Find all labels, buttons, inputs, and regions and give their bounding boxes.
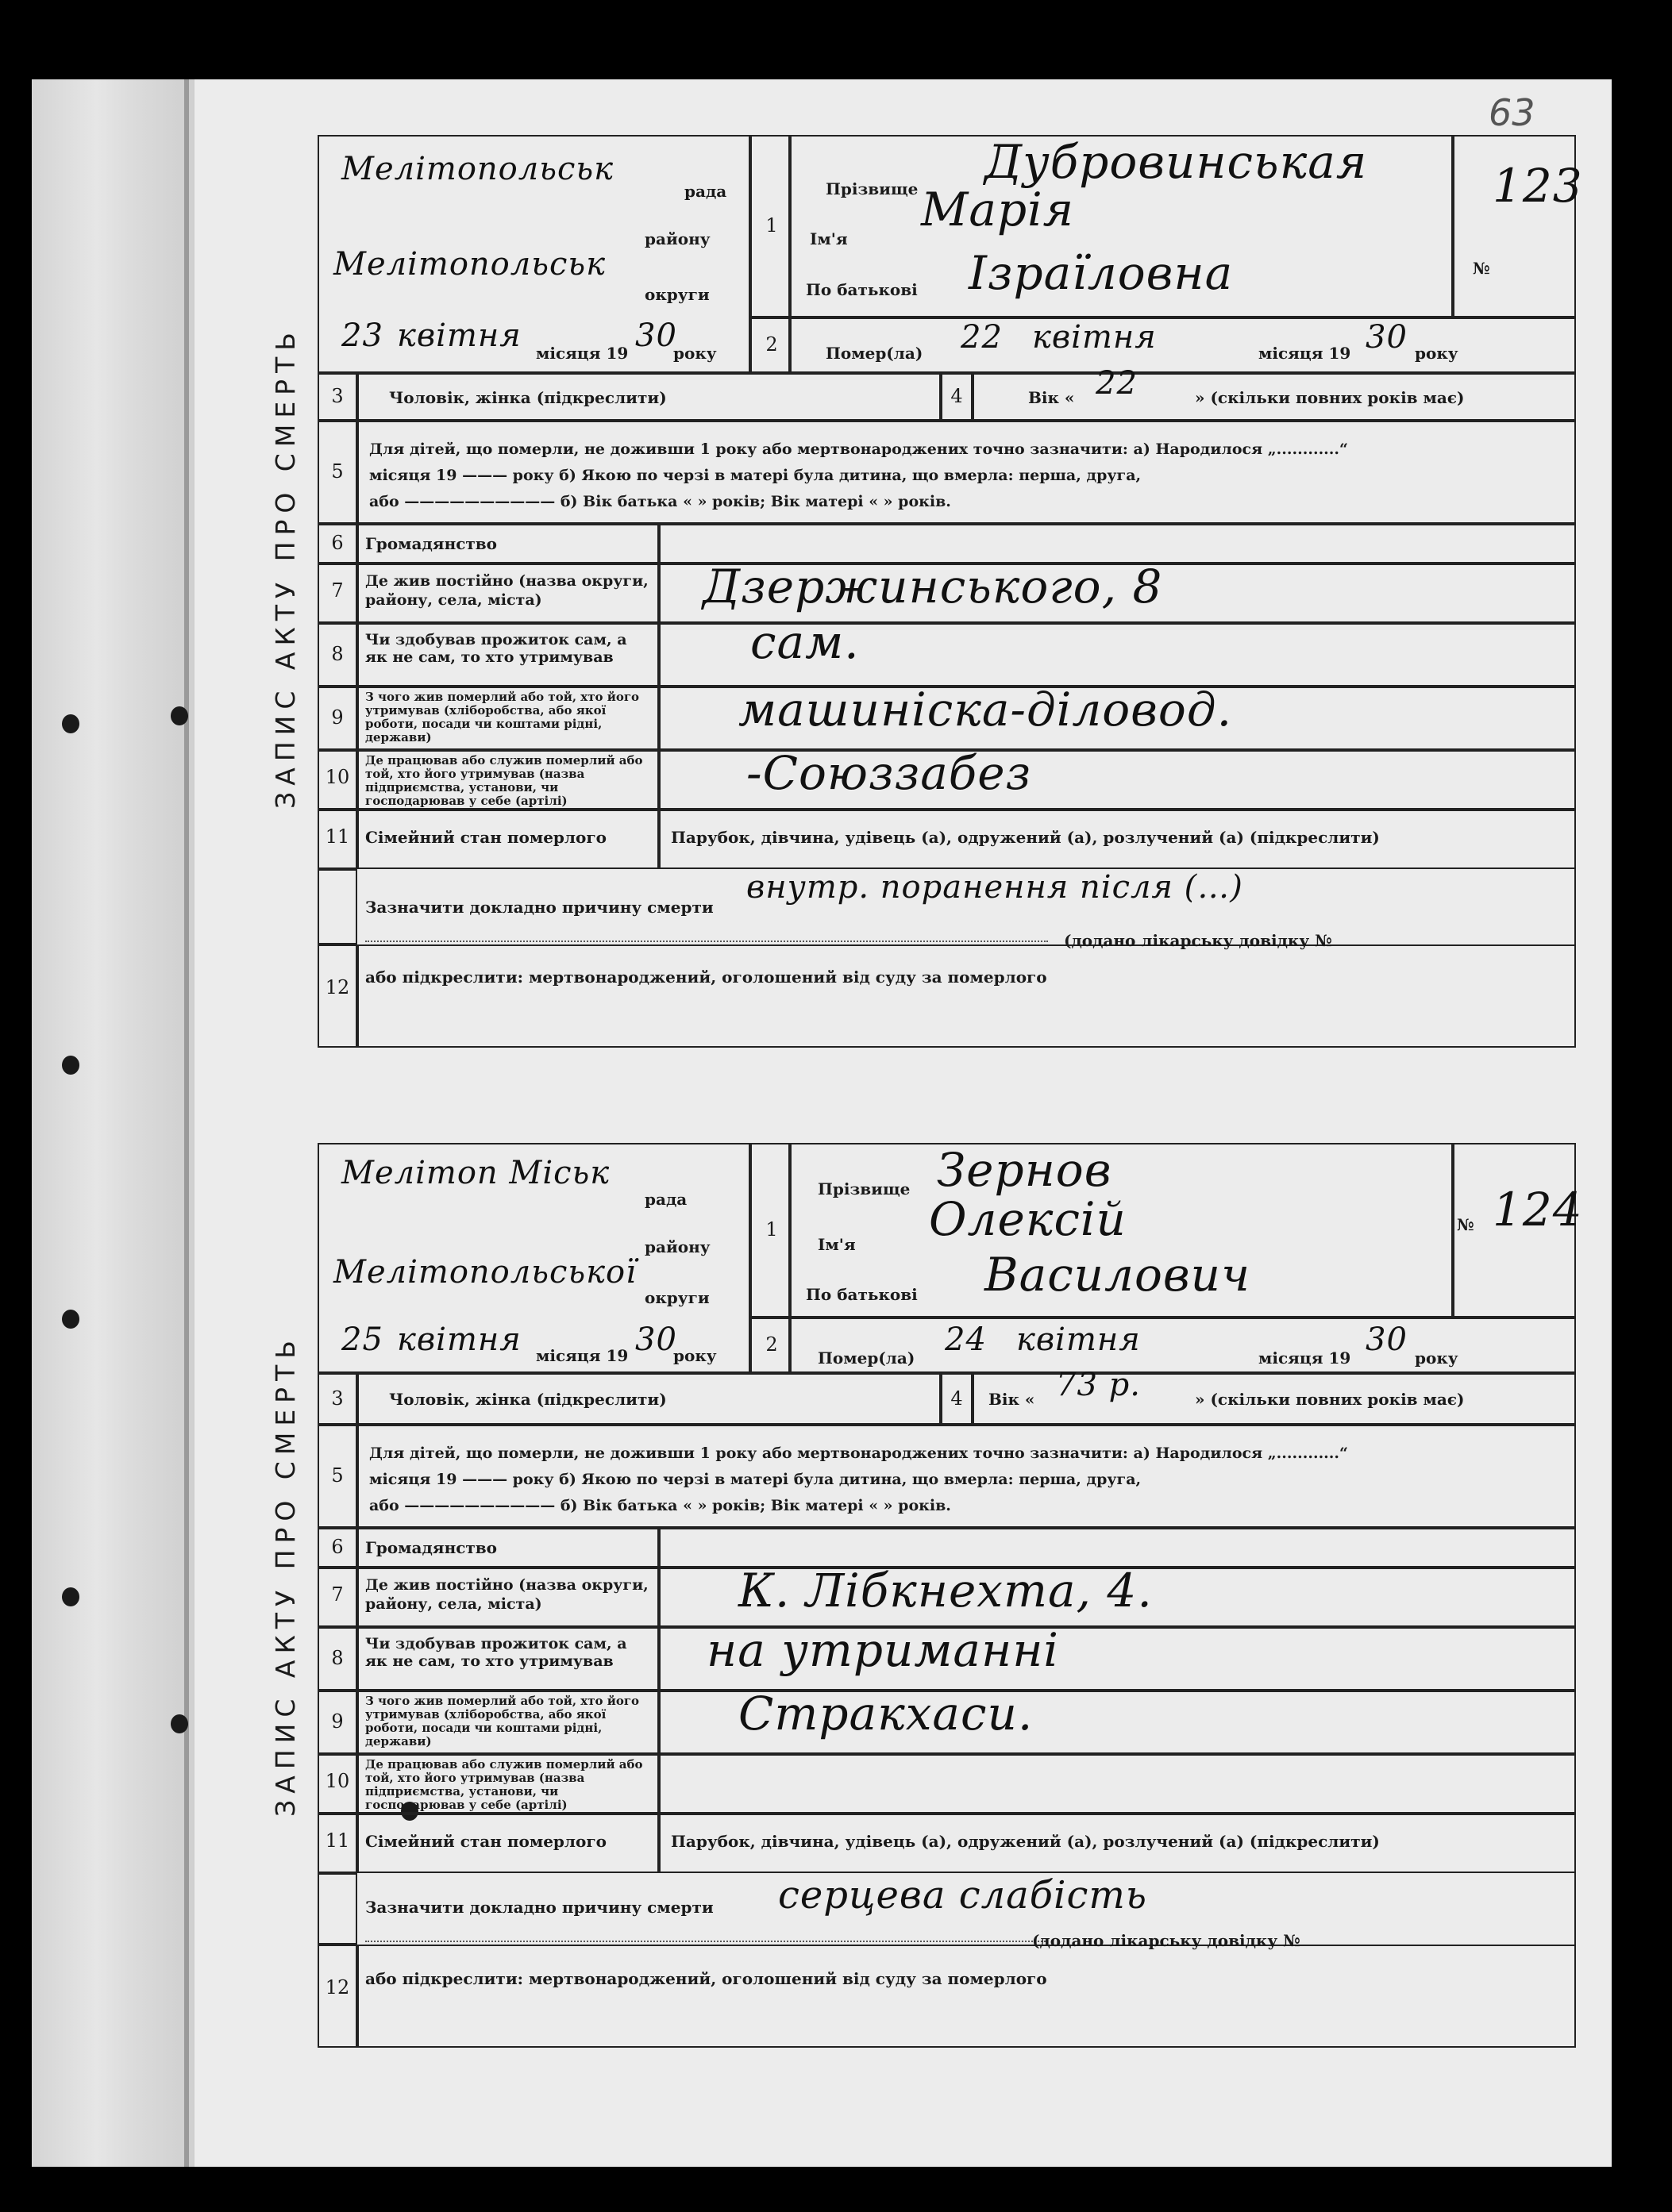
- marital-options: Парубок, дівчина, удівець (а), одружений (а), розлучений (а) (підкреслити): [671, 1832, 1380, 1851]
- death-year: 30: [1366, 1321, 1408, 1358]
- first-name-value: Олексій: [929, 1192, 1127, 1246]
- punch-hole: [171, 1714, 188, 1733]
- record-year: 30: [635, 317, 677, 354]
- occupation-value: Стракхаси.: [738, 1687, 1034, 1741]
- record-side-title: ЗАПИС АКТУ ПРО СМЕРТЬ: [270, 326, 301, 809]
- age-value: 22: [1096, 365, 1138, 402]
- record-month: квітня: [397, 317, 522, 354]
- age-value: 73 р.: [1056, 1367, 1141, 1403]
- death-year: 30: [1366, 319, 1408, 356]
- punch-hole: [171, 706, 188, 725]
- surname-value: Зернов: [937, 1143, 1112, 1197]
- occupation-value: машиніска-діловод.: [738, 683, 1233, 737]
- first-name-value: Марія: [921, 183, 1075, 237]
- workplace-value: -Союззабез: [746, 746, 1032, 800]
- punch-hole: [62, 1310, 79, 1329]
- okruhy-value: Мелітопольськ: [333, 246, 607, 283]
- okruhy-value: Мелітопольської: [333, 1254, 637, 1291]
- livelihood-value: сам.: [750, 615, 860, 669]
- record-year: 30: [635, 1321, 677, 1358]
- record-day: 23: [341, 317, 383, 354]
- sex-label: Чоловік, жінка (підкреслити): [389, 1390, 667, 1409]
- record-day: 25: [341, 1321, 383, 1358]
- patronymic-value: Ізраїловна: [969, 246, 1234, 300]
- binding-fold: [184, 79, 189, 2167]
- patronymic-value: Василович: [984, 1248, 1251, 1302]
- death-day: 24: [945, 1321, 987, 1358]
- record-month: квітня: [397, 1321, 522, 1358]
- death-record: ЗАПИС АКТУ ПРО СМЕРТЬ 1 2 3 4 5 6 7 8 9 10 11 12 Мелітоп Міськ рада району Мелітопольської округи 25 квітня місяця 19 30 року Прізвище Зернов Ім'я Олексій По батькові Василович № 124 Помер(ла) 24 квітня місяця 19 30 року Чоловік, жінка (підкреслити) Вік « 73 р. » (скільки повних років має) Для дітей, що померли, не доживши 1 року або мертвонароджених точно зазначити: а) Народилося „............“ місяця 19 ——— року б) Якою по черзі в матері була дитина, що вмерла: перша, друга, або —————————— б) Вік батька « » років; Вік матері « » років. Громадянство Де жив постійно (назва округи, району, села, міста) К. Лібкнехта, 4. Чи здобував прожиток сам, а як не сам, то хто утримував на утриманні З чого жив померлий або той, хто його утримував (хліборобства, або якої роботи, посади чи коштами рідні, держави) Стракхаси. Де працював або служив померлий або той, хто його утримував (назва підприємства, установи, чи господарював у себе (артілі) Сімейний стан померлого Парубок, дівчина, удівець (а), одружений (а), розлучений (а) (підкреслити) Зазначити докладно причину смерти серцева слабість (додано лікарську довідку № або підкреслити: мертвонароджений, оголошений від суду за померлого: [318, 1143, 1588, 2048]
- binding-strip: [32, 79, 195, 2167]
- children-instructions: Для дітей, що померли, не доживши 1 року або мертвонароджених точно зазначити: а) Народилося „............“ місяця 19 ——— року б) Якою по черзі в матері була дитина, що вмерла: перша, друга, або —————————— б) Вік батька « » років; Вік матері « » років.: [369, 1445, 1348, 1514]
- livelihood-value: на утриманні: [707, 1623, 1059, 1677]
- sex-label: Чоловік, жінка (підкреслити): [389, 388, 667, 407]
- punch-hole: [62, 1056, 79, 1075]
- record-number: 123: [1493, 159, 1583, 213]
- death-month: квітня: [1032, 319, 1157, 356]
- record-side-title: ЗАПИС АКТУ ПРО СМЕРТЬ: [270, 1334, 301, 1817]
- rada-value: Мелітопольськ: [341, 151, 614, 187]
- record-number: 124: [1493, 1183, 1583, 1237]
- residence-value: К. Лібкнехта, 4.: [738, 1564, 1153, 1618]
- death-month: квітня: [1016, 1321, 1141, 1358]
- children-instructions: Для дітей, що померли, не доживши 1 року або мертвонароджених точно зазначити: а) Народилося „............“ місяця 19 ——— року б) Якою по черзі в матері була дитина, що вмерла: перша, друга, або —————————— б) Вік батька « » років; Вік матері « » років.: [369, 440, 1348, 510]
- death-day: 22: [961, 319, 1003, 356]
- cause-value: серцева слабість: [778, 1873, 1147, 1918]
- cause-value: внутр. поранення після (…): [746, 869, 1243, 906]
- marital-options: Парубок, дівчина, удівець (а), одружений (а), розлучений (а) (підкреслити): [671, 828, 1380, 847]
- residence-value: Дзержинського, 8: [703, 560, 1163, 614]
- rada-value: Мелітоп Міськ: [341, 1155, 611, 1191]
- surname-value: Дубровинськая: [984, 135, 1368, 189]
- page-number: 63: [1489, 91, 1535, 134]
- death-record: ЗАПИС АКТУ ПРО СМЕРТЬ 1 2 3 4 5 6 7 8 9 10 11 12 Мелітопольськ рада району Мелітопольськ округи 23 квітня місяця 19 30 року Прізвище Дубровинськая Ім'я Марія По батькові Ізраїловна № 123 Помер(ла) 22 квітня місяця 19 30 року Чоловік, жінка (підкреслити) Вік « 22 » (скільки повних років має) Для дітей, що померли, не доживши 1 року або мертвонароджених точно зазначити: а) Народилося „............“ місяця 19 ——— року б) Якою по черзі в матері була дитина, що вмерла: перша, друга, або —————————— б) Вік батька « » років; Вік матері « » років. Громадянство Де жив постійно (назва округи, району, села, міста) Дзержинського, 8 Чи здобував прожиток сам, а як не сам, то хто утримував сам. З чого жив померлий або той, хто його утримував (хліборобства, або якої роботи, посади чи коштами рідні, держави) машиніска-діловод. Де працював або служив померлий або той, хто його утримував (назва підприємства, установи, чи господарював у себе (артілі) -Союззабез Сімейний стан померлого Парубок, дівчина, удівець (а), одружений (а), розлучений (а) (підкреслити) Зазначити докладно причину смерти внутр. поранення після (…) (додано лікарську довідку № або підкреслити: мертвонароджений, оголошений від суду за померлого: [318, 135, 1588, 1048]
- punch-hole: [62, 714, 79, 733]
- punch-hole: [62, 1587, 79, 1606]
